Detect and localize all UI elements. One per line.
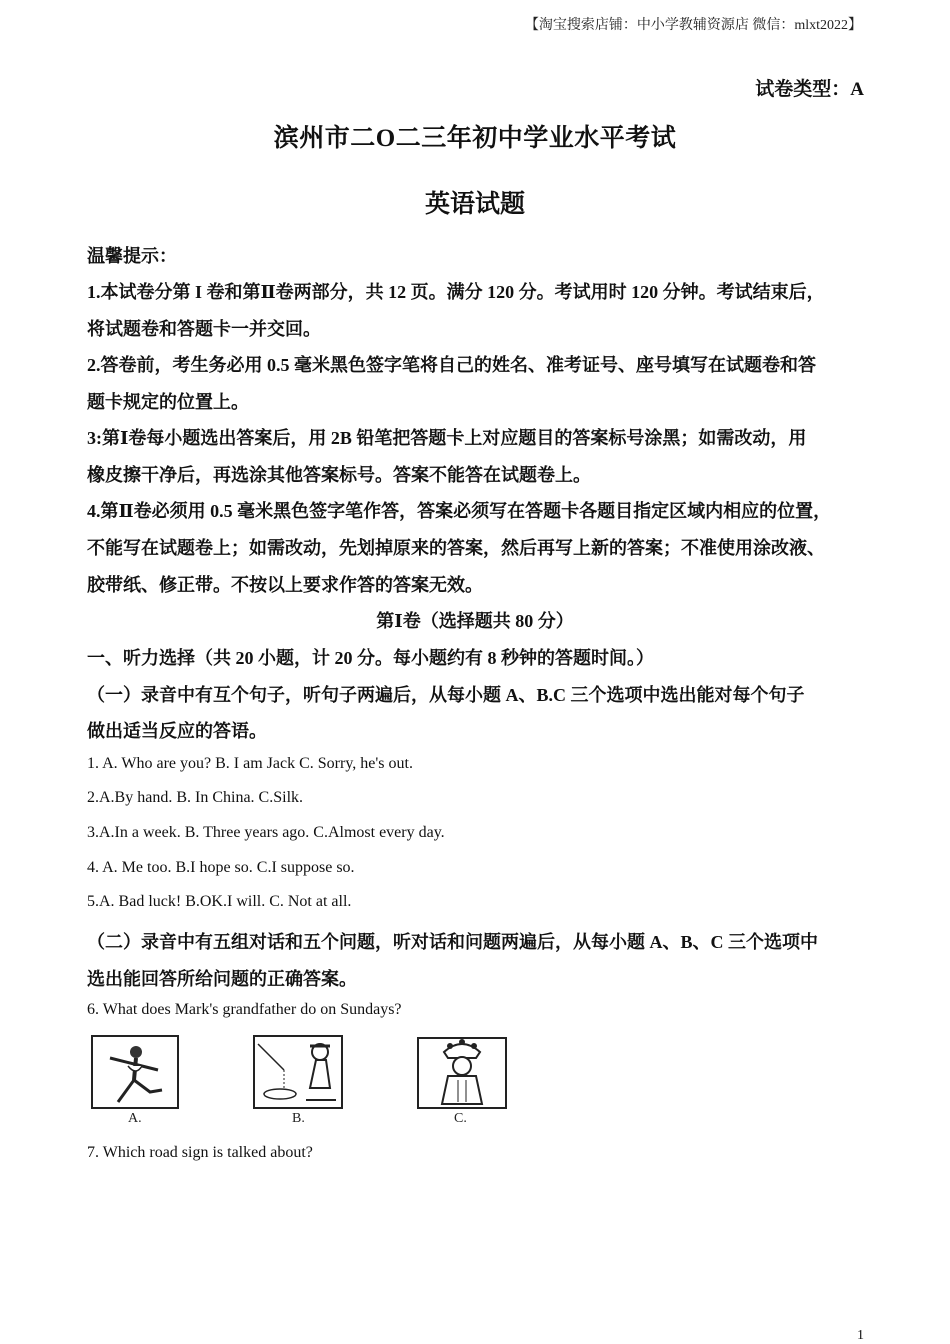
- part1-title: 第Ⅰ卷（选择题共 80 分）: [376, 611, 574, 631]
- notice-line: 3:第Ⅰ卷每小题选出答案后，用 2B 铅笔把答题卡上对应题目的答案标号涂黑；如需改动，用: [87, 428, 807, 448]
- option-c-opera-picture: [414, 1030, 510, 1128]
- page-number: 1: [857, 1328, 864, 1343]
- notice-line: 胶带纸、修正带。不按以上要求作答的答案无效。: [87, 575, 483, 595]
- question-7: 7. Which road sign is talked about?: [87, 1144, 313, 1161]
- question-4: 4. A. Me too. B.I hope so. C.I suppose so.: [87, 859, 355, 876]
- notice-line: 橡皮擦干净后，再选涂其他答案标号。答案不能答在试题卷上。: [87, 465, 591, 485]
- header-note: 【淘宝搜索店铺：中小学教辅资源店 微信：mlxt2022】: [524, 18, 862, 33]
- question-3: 3.A.In a week. B. Three years ago. C.Almost every day.: [87, 824, 445, 841]
- option-a-label: A.: [128, 1111, 142, 1126]
- option-b-fishing-picture: [250, 1030, 346, 1128]
- question-6: 6. What does Mark's grandfather do on Sundays?: [87, 1001, 402, 1018]
- question-1: 1. A. Who are you? B. I am Jack C. Sorry, he's out.: [87, 755, 413, 772]
- section1-sub1: （一）录音中有互个句子，听句子两遍后，从每小题 A、B.C 三个选项中选出能对每个句子: [87, 685, 805, 705]
- question-2: 2.A.By hand. B. In China. C.Silk.: [87, 789, 304, 806]
- paper-type: 试卷类型：A: [755, 79, 864, 100]
- section1-sub1: 做出适当反应的答语。: [87, 721, 267, 741]
- section1-sub2: 选出能回答所给问题的正确答案。: [87, 969, 357, 989]
- option-b-label: B.: [292, 1111, 305, 1126]
- question-5: 5.A. Bad luck! B.OK.I will. C. Not at all.: [87, 893, 352, 910]
- notice-line: 将试题卷和答题卡一并交回。: [87, 319, 321, 339]
- notice-line: 题卡规定的位置上。: [87, 392, 249, 412]
- section1-title: 一、听力选择（共 20 小题，计 20 分。每小题约有 8 秒钟的答题时间。）: [87, 648, 654, 668]
- section1-sub2: （二）录音中有五组对话和五个问题，听对话和问题两遍后，从每小题 A、B、C 三个选项中: [87, 932, 818, 952]
- notice-heading: 温馨提示：: [87, 246, 177, 266]
- option-c-label: C.: [454, 1111, 467, 1126]
- page-title: 滨州市二O二三年初中学业水平考试: [273, 125, 677, 152]
- page-subtitle: 英语试题: [424, 191, 525, 218]
- notice-line: 2.答卷前，考生务必用 0.5 毫米黑色签字笔将自己的姓名、准考证号、座号填写在试题卷和答: [87, 355, 816, 375]
- option-a-taichi-picture: [88, 1030, 184, 1128]
- notice-line: 4.第Ⅱ卷必须用 0.5 毫米黑色签字笔作答，答案必须写在答题卡各题目指定区域内相应的位置，: [87, 501, 832, 521]
- notice-line: 1.本试卷分第 I 卷和第Ⅱ卷两部分，共 12 页。满分 120 分。考试用时 120 分钟。考试结束后，: [87, 282, 825, 302]
- notice-line: 不能写在试题卷上；如需改动，先划掉原来的答案，然后再写上新的答案；不准使用涂改液、: [87, 538, 825, 558]
